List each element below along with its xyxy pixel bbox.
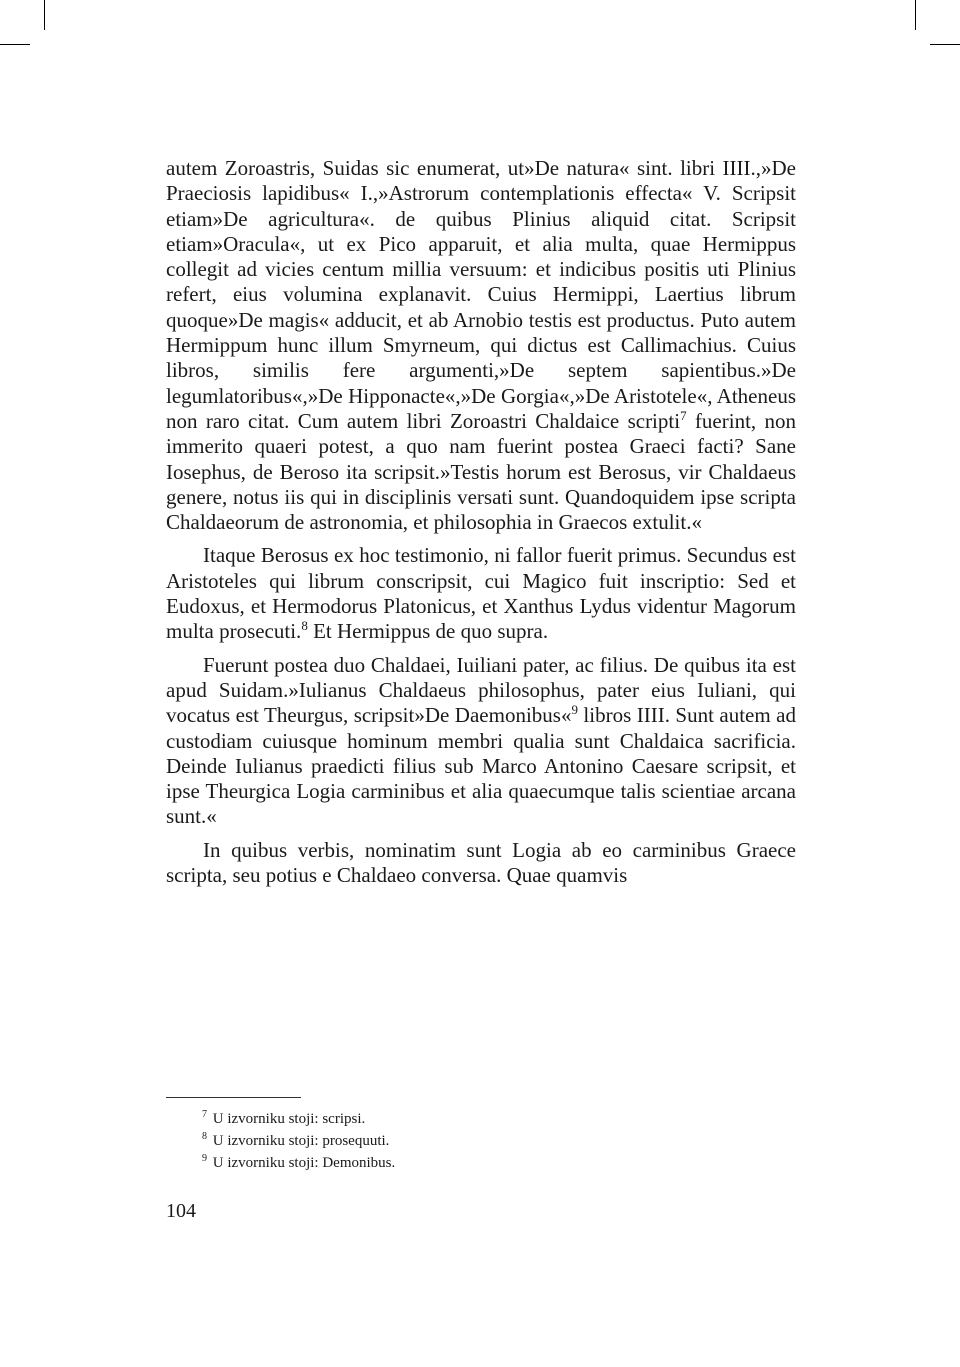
page-number: 104 bbox=[166, 1200, 196, 1222]
paragraph-2-segment: Itaque Berosus ex hoc testimonio, ni fallor fuerit primus. Secundus est Aristoteles qui librum conscripsit, cui Magico fuit inscriptio: Sed et Eudoxus, et Hermodorus Platonicus, et Xanthus Lydus videntur Magorum multa prosecuti. bbox=[166, 543, 796, 644]
footnote-8 bbox=[202, 1130, 762, 1152]
crop-mark-top-left-vertical bbox=[44, 0, 45, 30]
footnote-mark: 9 bbox=[202, 1153, 207, 1164]
footnote-mark: 7 bbox=[202, 1109, 207, 1120]
footnote-text: U izvorniku stoji: prosequuti. bbox=[212, 1133, 390, 1149]
body-text bbox=[166, 156, 796, 888]
footnote-ref-9: 9 bbox=[571, 702, 578, 718]
paragraph-3 bbox=[166, 653, 796, 830]
paragraph-2-segment: Et Hermippus de quo supra. bbox=[307, 619, 549, 644]
crop-mark-top-right-horizontal bbox=[930, 44, 960, 45]
crop-mark-top-left-horizontal bbox=[0, 44, 30, 45]
footnote-ref-8: 8 bbox=[301, 618, 308, 634]
paragraph-3-segment: Fuerunt postea duo Chaldaei, Iuiliani pater, ac filius. De quibus ita est apud Suidam.»Iulianus Chaldaeus philosophus, pater eius Iuliani, qui vocatus est Theurgus, scripsit»De Daemonibus« bbox=[166, 652, 796, 728]
paragraph-1-segment: autem Zoroastris, Suidas sic enumerat, ut»De natura« sint. libri IIII.,»De Praeciosis lapidibus« I.,»Astrorum contemplationis effecta« V. Scripsit etiam»De agricultura«. de quibus Plinius aliquid citat. Scripsit etiam»Oracula«, ut ex Pico apparuit, et alia multa, quae Hermippus collegit ad vicies centum millia versuum: et indicibus positis uti Plinius refert, eius volumina explanavit. Cuius Hermippi, Laertius librum quoque»De magis« adducit, et ab Arnobio testis est productus. Puto autem Hermippum hunc illum Smyrneum, qui dictus est Callimachius. Cuius libros, similis fere argumenti,»De septem sapientibus.»De legumlatoribus«,»De Hipponacte«,»De Gorgia«,»De Aristotele«, Atheneus non raro citat. Cum autem libri Zoroastri Chaldaice scripti bbox=[166, 156, 796, 433]
paragraph-1 bbox=[166, 156, 796, 535]
footnotes bbox=[202, 1108, 762, 1174]
crop-mark-top-right-vertical bbox=[915, 0, 916, 30]
paragraph-3-segment: libros IIII. Sunt autem ad custodiam cuiusque hominum membri qualia sunt Chaldaica sacrificia. Deinde Iulianus praedicti filius sub Marco Antonino Caesare scripsit, et ipse Theurgica Logia carminibus et alia quaecumque talis scientiae arcana sunt.« bbox=[166, 703, 796, 829]
paragraph-1-segment: fuerint, non immerito quaeri potest, a quo nam fuerint postea Graeci facti? Sane Iosephus, de Beroso ita scripsit.»Testis horum est Berosus, vir Chaldaeus genere, notus iis qui in disciplinis versati sunt. Quandoquidem ipse scripta Chaldaeorum de astronomia, et philosophia in Graecos extulit.« bbox=[166, 408, 797, 535]
paragraph-4-segment: In quibus verbis, nominatim sunt Logia ab eo carminibus Graece scripta, seu potius e Chaldaeo conversa. Quae quamvis bbox=[166, 837, 796, 888]
footnote-text: U izvorniku stoji: Demonibus. bbox=[212, 1155, 396, 1171]
paragraph-4 bbox=[166, 838, 796, 889]
footnote-ref-7: 7 bbox=[680, 407, 687, 423]
footnote-text: U izvorniku stoji: scripsi. bbox=[212, 1111, 366, 1127]
paragraph-2 bbox=[166, 543, 796, 644]
footnote-9 bbox=[202, 1152, 762, 1174]
footnote-7 bbox=[202, 1108, 762, 1130]
footnote-mark: 8 bbox=[202, 1131, 207, 1142]
footnote-separator bbox=[166, 1097, 301, 1098]
